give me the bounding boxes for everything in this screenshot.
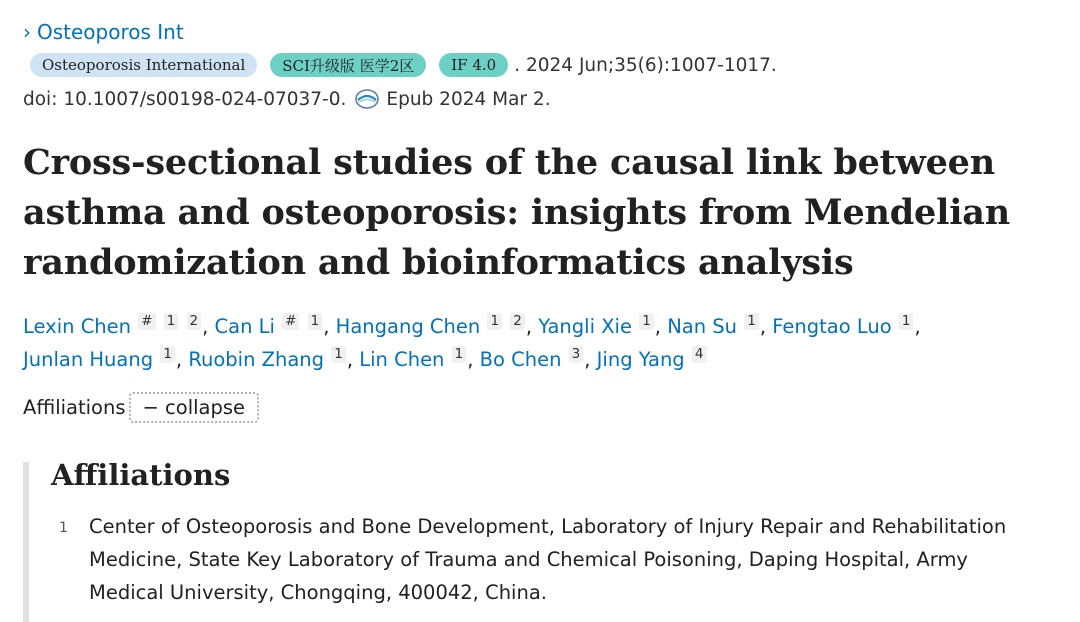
author-separator: , — [346, 348, 360, 371]
author-affiliation-sup[interactable]: 1 — [639, 313, 654, 330]
author-link[interactable]: Hangang Chen — [335, 315, 481, 338]
author-separator: , — [759, 315, 773, 338]
author-link[interactable]: Yangli Xie — [538, 315, 632, 338]
author-link[interactable]: Junlan Huang — [23, 348, 154, 371]
author-affiliation-sup[interactable]: 1 — [487, 313, 502, 330]
author-affiliation-sup[interactable]: 2 — [510, 313, 525, 330]
author-list — [23, 310, 1063, 376]
journal-link-label[interactable]: Osteoporos Int — [37, 20, 184, 44]
affiliations-toggle-label: Affiliations — [23, 395, 126, 419]
author-affiliation-sup[interactable]: 4 — [692, 346, 707, 363]
author-separator: , — [467, 348, 480, 371]
author-link[interactable]: Can Li — [214, 315, 275, 338]
journal-badge[interactable]: Osteoporosis International — [30, 53, 257, 77]
author-affiliation-sup[interactable]: 1 — [452, 346, 467, 363]
impact-factor-badge[interactable]: IF 4.0 — [439, 53, 508, 77]
author-separator: , — [525, 315, 539, 338]
author-separator: , — [654, 315, 668, 338]
author-separator: , — [323, 315, 336, 338]
doi-row — [23, 86, 1063, 112]
author-separator: , — [914, 315, 921, 338]
journal-link[interactable] — [23, 18, 1063, 46]
author-affiliation-sup[interactable]: 1 — [164, 313, 179, 330]
article-title: Cross-sectional studies of the causal link between asthma and osteoporosis: insights from Mendelian randomization and bioinformatics analysis — [23, 142, 1011, 283]
author-affiliation-sup[interactable]: 3 — [569, 346, 584, 363]
citation-row — [23, 52, 1063, 78]
author-affiliation-sup[interactable]: 1 — [308, 313, 323, 330]
affiliations-heading: Affiliations — [51, 458, 231, 492]
author-affiliation-sup[interactable]: 1 — [899, 313, 914, 330]
epub-icon[interactable] — [354, 88, 380, 110]
author-separator: , — [175, 348, 189, 371]
author-affiliation-sup[interactable]: 2 — [187, 313, 202, 330]
author-link[interactable]: Ruobin Zhang — [188, 348, 325, 371]
author-separator: , — [584, 348, 597, 371]
author-link[interactable]: Fengtao Luo — [772, 315, 892, 338]
affiliations-panel — [23, 458, 1059, 622]
affiliations-toggle — [23, 390, 1063, 424]
affiliation-item — [59, 510, 1029, 609]
author-link[interactable]: Bo Chen — [479, 348, 562, 371]
author-affiliation-sup[interactable]: 1 — [160, 346, 175, 363]
doi-text: doi: 10.1007/s00198-024-07037-0. — [23, 88, 347, 110]
sci-badge[interactable]: SCI升级版 医学2区 — [270, 53, 426, 77]
article-header — [23, 18, 1063, 424]
author-link[interactable]: Lin Chen — [359, 348, 445, 371]
author-link[interactable]: Jing Yang — [596, 348, 685, 371]
author-separator: , — [202, 315, 215, 338]
affiliation-text: Center of Osteoporosis and Bone Development, Laboratory of Injury Repair and Rehabilitation Medicine, State Key Laboratory of Trauma and Chemical Poisoning, Daping Hospital, Army Medical University, Chongqing, 400042, China. — [89, 515, 1007, 604]
author-link[interactable]: Lexin Chen — [23, 315, 132, 338]
collapse-button[interactable]: − collapse — [129, 392, 260, 423]
author-link[interactable]: Nan Su — [667, 315, 738, 338]
affiliation-number: 1 — [59, 520, 68, 536]
author-affiliation-sup[interactable]: # — [282, 313, 299, 330]
author-affiliation-sup[interactable]: 1 — [331, 346, 346, 363]
author-affiliation-sup[interactable]: # — [138, 313, 155, 330]
citation-details: . 2024 Jun;35(6):1007-1017. — [514, 54, 777, 76]
chevron-right-icon: › — [23, 20, 31, 44]
epub-date: Epub 2024 Mar 2. — [386, 88, 551, 110]
author-affiliation-sup[interactable]: 1 — [744, 313, 759, 330]
affiliations-list — [59, 510, 1029, 609]
